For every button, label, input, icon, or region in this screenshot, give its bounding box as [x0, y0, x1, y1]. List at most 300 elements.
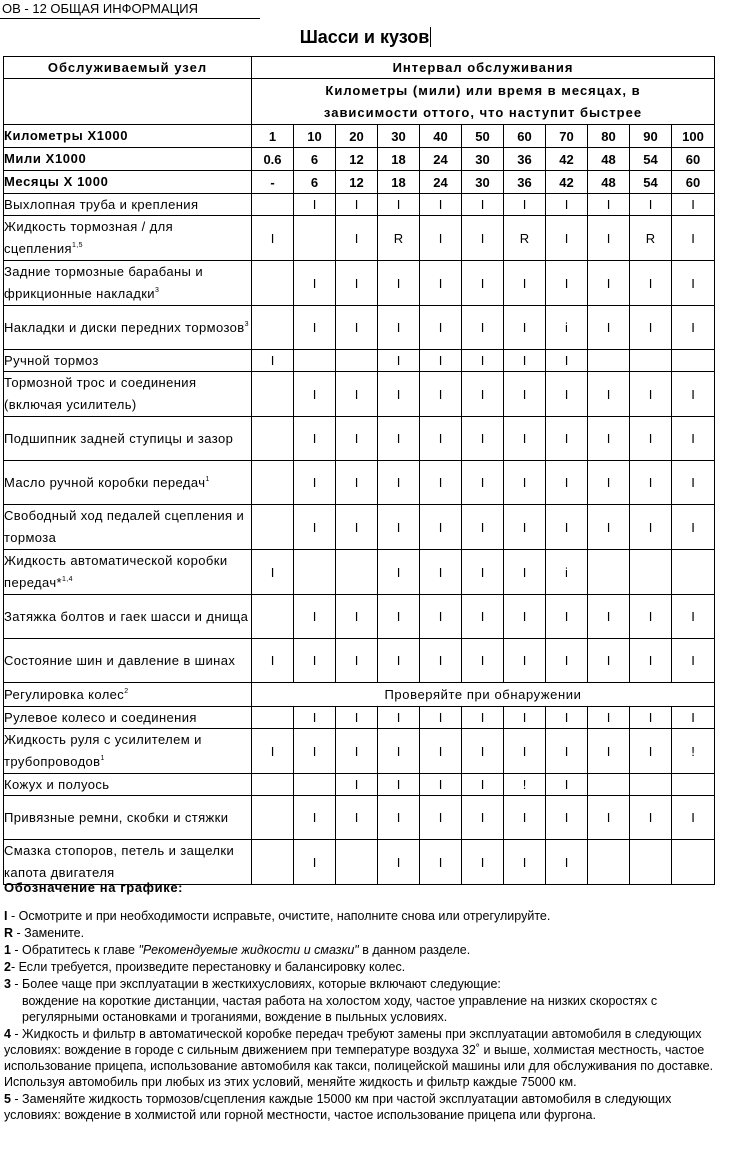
interval-cell: I	[420, 372, 462, 417]
interval-cell: I	[378, 595, 420, 639]
interval-cell: I	[672, 306, 715, 350]
scale-value: 6	[294, 148, 336, 171]
table-row	[4, 306, 715, 350]
scale-value: 18	[378, 148, 420, 171]
interval-cell: I	[546, 505, 588, 550]
interval-cell: I	[588, 372, 630, 417]
row-label-footnote: 1	[100, 755, 105, 762]
interval-cell: I	[672, 461, 715, 505]
interval-cell: I	[504, 194, 546, 216]
interval-cell: I	[336, 461, 378, 505]
maintenance-table	[3, 56, 715, 885]
interval-cell: I	[546, 707, 588, 729]
interval-cell: I	[252, 216, 294, 261]
interval-cell: I	[630, 261, 672, 306]
interval-cell: I	[672, 505, 715, 550]
interval-cell: I	[588, 306, 630, 350]
table-row	[4, 461, 715, 505]
row-label	[4, 505, 252, 550]
legend-item	[4, 942, 724, 958]
interval-cell	[252, 707, 294, 729]
interval-cell: I	[336, 774, 378, 796]
interval-cell: I	[588, 461, 630, 505]
interval-cell: I	[672, 194, 715, 216]
interval-cell: I	[588, 261, 630, 306]
interval-cell: I	[378, 350, 420, 372]
table-row	[4, 774, 715, 796]
row-label-text: Жидкость тормозная / для сцепления	[4, 219, 174, 256]
interval-cell: I	[630, 729, 672, 774]
scale-value: -	[252, 171, 294, 194]
interval-cell: I	[546, 774, 588, 796]
interval-cell: I	[672, 216, 715, 261]
interval-cell: I	[462, 261, 504, 306]
interval-cell: I	[588, 216, 630, 261]
interval-cell: i	[546, 306, 588, 350]
interval-cell: I	[378, 194, 420, 216]
interval-cell: I	[546, 639, 588, 683]
legend-text: - Осмотрите и при необходимости исправьте, очистите, наполните снова или отрегулируйте.	[7, 909, 551, 923]
row-label	[4, 216, 252, 261]
scale-value: 24	[420, 171, 462, 194]
interval-cell: I	[672, 372, 715, 417]
interval-cell: I	[504, 372, 546, 417]
interval-cell: I	[504, 729, 546, 774]
interval-cell: I	[672, 595, 715, 639]
interval-cell: !	[672, 729, 715, 774]
interval-cell: I	[462, 216, 504, 261]
table-row	[4, 417, 715, 461]
scale-value: 12	[336, 171, 378, 194]
row-label-text: Рулевое колесо и соединения	[4, 709, 197, 725]
interval-cell: I	[630, 194, 672, 216]
interval-cell: I	[420, 505, 462, 550]
row-label-text: Привязные ремни, скобки и стяжки	[4, 809, 229, 825]
interval-cell: I	[336, 595, 378, 639]
row-label	[4, 372, 252, 417]
legend-after: в данном разделе.	[358, 943, 471, 957]
table-row	[4, 683, 715, 707]
row-label	[4, 417, 252, 461]
row-label	[4, 639, 252, 683]
row-label-text: Ручной тормоз	[4, 352, 99, 368]
interval-cell: I	[252, 729, 294, 774]
interval-cell: I	[378, 729, 420, 774]
interval-cell: I	[462, 840, 504, 885]
interval-cell	[588, 350, 630, 372]
scale-value: 20	[336, 125, 378, 148]
interval-cell: I	[546, 261, 588, 306]
table-row	[4, 350, 715, 372]
interval-cell: I	[546, 417, 588, 461]
scale-value: 60	[672, 148, 715, 171]
interval-cell: I	[462, 550, 504, 595]
interval-cell: I	[420, 774, 462, 796]
scale-value: 0.6	[252, 148, 294, 171]
legend-mark: 2	[4, 960, 11, 974]
interval-cell	[672, 774, 715, 796]
interval-cell	[252, 796, 294, 840]
interval-cell: I	[336, 729, 378, 774]
interval-cell	[672, 840, 715, 885]
interval-cell: I	[420, 707, 462, 729]
interval-cell: I	[294, 595, 336, 639]
interval-cell: I	[378, 372, 420, 417]
row-label-text: Жидкость руля с усилителем и трубопроводов	[4, 732, 202, 769]
interval-cell: I	[462, 707, 504, 729]
interval-cell: I	[462, 639, 504, 683]
row-label	[4, 550, 252, 595]
interval-cell	[630, 350, 672, 372]
legend-text: - Заменяйте жидкость тормозов/сцепления каждые 15000 км при частой эксплуатации автомобиля в следующих условиях: вождение в холмистой или горной местности, частое использование прицепа или фургона.	[4, 1092, 672, 1122]
row-label-text: Накладки и диски передних тормозов	[4, 319, 245, 335]
interval-cell: I	[378, 505, 420, 550]
interval-cell: I	[378, 461, 420, 505]
scale-value: 50	[462, 125, 504, 148]
scale-value: 60	[504, 125, 546, 148]
interval-cell: I	[630, 417, 672, 461]
scale-value: 54	[630, 148, 672, 171]
page-header: ОВ - 12 ОБЩАЯ ИНФОРМАЦИЯ	[0, 0, 260, 19]
legend-mark: R	[4, 926, 14, 940]
scale-value: 42	[546, 148, 588, 171]
row-label-footnote: 3	[154, 287, 160, 294]
interval-cell: I	[672, 796, 715, 840]
interval-cell: I	[504, 796, 546, 840]
interval-cell: I	[294, 840, 336, 885]
scale-value: 48	[588, 171, 630, 194]
scale-value: 42	[546, 171, 588, 194]
row-label	[4, 306, 252, 350]
scale-value: 18	[378, 171, 420, 194]
interval-cell	[336, 550, 378, 595]
row-label-text: Регулировка колес	[4, 686, 125, 702]
interval-cell: I	[336, 216, 378, 261]
interval-cell: I	[378, 417, 420, 461]
legend-text: - Жидкость и фильтр в автоматической коробке передач требуют замены при эксплуатации автомобиля в следующих условиях: вождение в городе с сильным движением при температуре воздуха 32˚ и выше, холмистая местность, частое использование прицепа, использование автомобиля как такси, полицейской машины или для обслуживания по доставке. Используя автомобиль при любых из этих условий, меняйте жидкость и фильтр каждые 75000 км.	[4, 1027, 714, 1089]
legend-item	[4, 1026, 724, 1090]
table-row	[4, 550, 715, 595]
interval-cell: I	[462, 595, 504, 639]
table-row	[4, 261, 715, 306]
interval-cell: I	[504, 505, 546, 550]
interval-cell: I	[252, 639, 294, 683]
interval-cell	[294, 350, 336, 372]
sub-head: Километры (мили) или время в месяцах, в зависимости оттого, что наступит быстрее	[252, 79, 715, 125]
interval-cell: I	[294, 372, 336, 417]
interval-cell	[630, 550, 672, 595]
scale-value: 90	[630, 125, 672, 148]
scale-value: 12	[336, 148, 378, 171]
legend-text: - Замените.	[13, 926, 85, 940]
legend-mark: I	[4, 909, 8, 923]
scale-value: 30	[462, 171, 504, 194]
interval-cell: I	[504, 306, 546, 350]
table-row	[4, 840, 715, 885]
interval-cell: I	[420, 261, 462, 306]
interval-cell: I	[504, 350, 546, 372]
interval-cell	[630, 840, 672, 885]
legend-item	[4, 1091, 724, 1123]
scale-value: 80	[588, 125, 630, 148]
interval-cell: I	[420, 796, 462, 840]
row-label	[4, 194, 252, 216]
interval-cell: I	[462, 417, 504, 461]
row-label-footnote: 1,5	[71, 242, 83, 249]
interval-cell	[252, 505, 294, 550]
table-row	[4, 216, 715, 261]
interval-cell: I	[294, 796, 336, 840]
table-row	[4, 707, 715, 729]
interval-cell: R	[630, 216, 672, 261]
legend-mark: 5	[4, 1092, 11, 1106]
interval-cell: I	[294, 505, 336, 550]
interval-cell	[252, 595, 294, 639]
interval-cell	[294, 774, 336, 796]
row-label	[4, 840, 252, 885]
interval-cell: I	[336, 707, 378, 729]
legend-item	[4, 925, 724, 941]
interval-cell: I	[546, 194, 588, 216]
interval-cell: I	[462, 306, 504, 350]
scale-value: 1	[252, 125, 294, 148]
row-label-footnote: 2	[124, 687, 129, 695]
interval-cell: I	[546, 350, 588, 372]
interval-cell	[672, 350, 715, 372]
legend-text: - Если требуется, произведите перестановку и балансировку колес.	[10, 960, 406, 974]
interval-cell: I	[420, 417, 462, 461]
interval-cell: I	[294, 306, 336, 350]
interval-cell	[630, 774, 672, 796]
interval-cell: I	[504, 417, 546, 461]
interval-cell	[252, 774, 294, 796]
table-row	[4, 729, 715, 774]
row-label-footnote: 1,4	[62, 576, 73, 583]
table-row	[4, 595, 715, 639]
row-label-footnote: 1	[205, 475, 210, 483]
scale-row	[4, 148, 715, 171]
interval-cell: I	[504, 639, 546, 683]
row-label	[4, 729, 252, 774]
interval-cell	[294, 550, 336, 595]
interval-cell: I	[546, 595, 588, 639]
interval-cell: I	[294, 639, 336, 683]
col-head-label: Обслуживаемый узел	[4, 57, 252, 79]
interval-cell: I	[378, 261, 420, 306]
interval-cell: I	[672, 417, 715, 461]
interval-cell: I	[588, 194, 630, 216]
interval-cell: I	[294, 261, 336, 306]
interval-cell: I	[462, 796, 504, 840]
legend-continuation: вождение на короткие дистанции, частая работа на холостом ходу, частое управление на низких скоростях с регулярными остановками и троганиями, вождение в пыльных условиях.	[22, 994, 658, 1024]
interval-cell: I	[420, 550, 462, 595]
legend-text: - Более чаще при эксплуатации в жесткихусловиях, которые включают следующие:	[10, 977, 501, 991]
legend-item	[4, 908, 724, 924]
sub-head-empty	[4, 79, 252, 125]
interval-cell: I	[336, 306, 378, 350]
interval-cell	[252, 194, 294, 216]
interval-cell: R	[378, 216, 420, 261]
interval-cell: I	[630, 639, 672, 683]
scale-row	[4, 171, 715, 194]
row-label-text: Масло ручной коробки передач	[4, 474, 206, 490]
legend-text: - Обратитесь к главе	[10, 943, 139, 957]
legend-mark: 3	[4, 977, 11, 991]
interval-cell: I	[378, 796, 420, 840]
legend	[4, 880, 724, 1124]
row-label	[4, 796, 252, 840]
interval-cell: I	[546, 796, 588, 840]
interval-cell: R	[504, 216, 546, 261]
scale-value: 100	[672, 125, 715, 148]
interval-cell: I	[672, 639, 715, 683]
scale-label: Мили Х1000	[4, 148, 252, 171]
scale-value: 36	[504, 171, 546, 194]
scale-value: 36	[504, 148, 546, 171]
row-label-text: Кожух и полуось	[4, 776, 110, 792]
table-row	[4, 796, 715, 840]
interval-cell	[252, 261, 294, 306]
interval-cell: I	[462, 774, 504, 796]
interval-cell	[294, 216, 336, 261]
row-label	[4, 774, 252, 796]
interval-cell: I	[294, 461, 336, 505]
scale-row	[4, 125, 715, 148]
interval-cell: I	[504, 261, 546, 306]
legend-item	[4, 959, 724, 975]
interval-cell: I	[462, 372, 504, 417]
legend-emph: "Рекомендуемые жидкости и смазки"	[138, 943, 359, 957]
page-title: Шасси и кузов	[299, 27, 430, 47]
interval-cell: I	[336, 194, 378, 216]
row-label	[4, 595, 252, 639]
interval-cell: I	[588, 417, 630, 461]
interval-cell: I	[630, 306, 672, 350]
interval-cell: I	[420, 216, 462, 261]
row-span-note: Проверяйте при обнаружении	[252, 683, 715, 707]
row-label-footnote: 3	[244, 320, 249, 328]
interval-cell: I	[294, 707, 336, 729]
interval-cell	[252, 840, 294, 885]
interval-cell: I	[588, 796, 630, 840]
interval-cell: I	[504, 550, 546, 595]
interval-cell: I	[378, 707, 420, 729]
table-row	[4, 372, 715, 417]
interval-cell: I	[252, 550, 294, 595]
row-label-text: Свободный ход педалей сцепления и тормоза	[4, 508, 245, 545]
interval-cell: I	[294, 417, 336, 461]
row-label	[4, 683, 252, 707]
interval-cell: I	[252, 350, 294, 372]
interval-cell: I	[630, 372, 672, 417]
interval-cell: I	[420, 639, 462, 683]
interval-cell	[252, 306, 294, 350]
interval-cell	[252, 417, 294, 461]
scale-value: 60	[672, 171, 715, 194]
interval-cell: I	[462, 194, 504, 216]
interval-cell: I	[420, 306, 462, 350]
interval-cell	[336, 350, 378, 372]
table-row	[4, 194, 715, 216]
interval-cell: I	[546, 216, 588, 261]
interval-cell: I	[588, 729, 630, 774]
scale-label: Километры Х1000	[4, 125, 252, 148]
interval-cell: I	[420, 595, 462, 639]
row-label	[4, 707, 252, 729]
interval-cell: I	[420, 729, 462, 774]
row-label	[4, 261, 252, 306]
interval-cell: I	[336, 796, 378, 840]
scale-value: 48	[588, 148, 630, 171]
interval-cell: I	[588, 505, 630, 550]
row-label	[4, 461, 252, 505]
scale-value: 6	[294, 171, 336, 194]
interval-cell: I	[546, 461, 588, 505]
interval-cell: I	[294, 194, 336, 216]
interval-cell: I	[462, 350, 504, 372]
interval-cell: I	[630, 461, 672, 505]
interval-cell: I	[546, 372, 588, 417]
row-label-text: Смазка стопоров, петель и защелки капота двигателя	[4, 843, 235, 880]
interval-cell: I	[336, 417, 378, 461]
interval-cell: I	[378, 840, 420, 885]
row-label-text: Подшипник задней ступицы и зазор	[4, 430, 234, 446]
interval-cell: I	[672, 707, 715, 729]
interval-cell: I	[420, 350, 462, 372]
row-label-text: Жидкость автоматической коробки передач*	[4, 553, 228, 590]
table-row	[4, 639, 715, 683]
interval-cell: I	[504, 595, 546, 639]
interval-cell: I	[378, 639, 420, 683]
interval-cell: I	[336, 639, 378, 683]
interval-cell: I	[630, 707, 672, 729]
interval-cell: I	[420, 840, 462, 885]
interval-cell: I	[588, 595, 630, 639]
interval-cell: I	[630, 505, 672, 550]
scale-value: 54	[630, 171, 672, 194]
col-head-interval: Интервал обслуживания	[252, 57, 715, 79]
row-label-text: Тормозной трос и соединения (включая усилитель)	[4, 375, 197, 412]
row-label-text: Состояние шин и давление в шинах	[4, 652, 236, 668]
table-row	[4, 505, 715, 550]
row-label-text: Затяжка болтов и гаек шасси и днища	[4, 608, 249, 624]
interval-cell: I	[630, 796, 672, 840]
interval-cell: I	[504, 707, 546, 729]
scale-value: 10	[294, 125, 336, 148]
interval-cell: I	[546, 840, 588, 885]
interval-cell: I	[462, 505, 504, 550]
interval-cell: I	[420, 194, 462, 216]
interval-cell	[588, 774, 630, 796]
legend-title: Обозначение на графике:	[4, 880, 184, 895]
interval-cell: I	[378, 550, 420, 595]
row-label-text: Задние тормозные барабаны и фрикционные накладки	[4, 264, 203, 301]
legend-mark: 4	[4, 1027, 11, 1041]
scale-label: Месяцы Х 1000	[4, 171, 252, 194]
interval-cell	[252, 372, 294, 417]
interval-cell: I	[462, 729, 504, 774]
scale-value: 24	[420, 148, 462, 171]
interval-cell: I	[336, 372, 378, 417]
legend-mark: 1	[4, 943, 11, 957]
scale-value: 40	[420, 125, 462, 148]
scale-value: 70	[546, 125, 588, 148]
interval-cell: I	[504, 840, 546, 885]
interval-cell: I	[504, 461, 546, 505]
interval-cell: I	[588, 639, 630, 683]
scale-value: 30	[462, 148, 504, 171]
interval-cell	[336, 840, 378, 885]
